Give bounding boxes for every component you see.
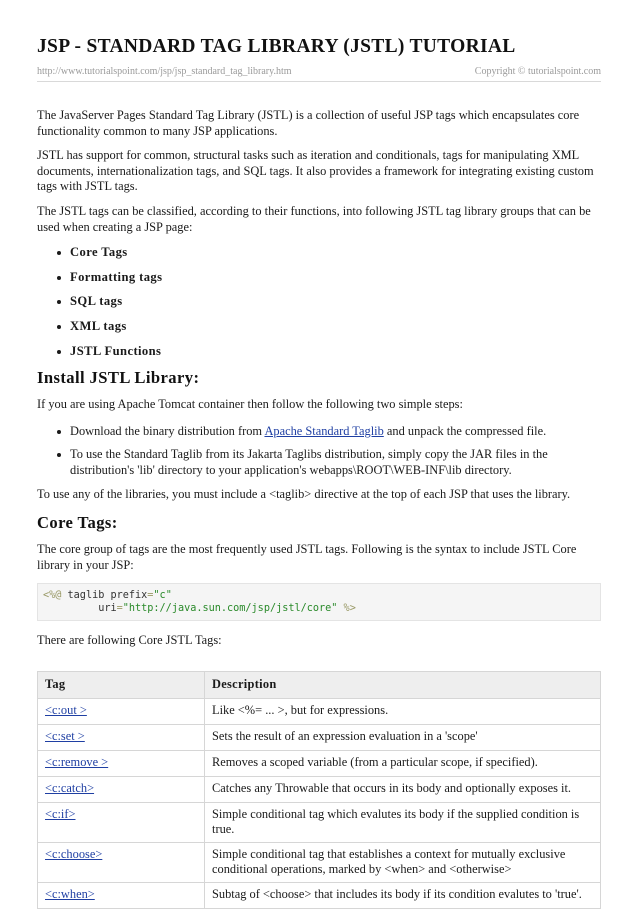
install-after-paragraph: To use any of the libraries, you must include a <taglib> directive at the top of each JSP that uses the library. bbox=[37, 486, 571, 501]
tag-group-item: Formatting tags bbox=[70, 270, 601, 285]
code-block bbox=[37, 583, 601, 621]
tag-cell bbox=[38, 698, 205, 724]
description-cell: Catches any Throwable that occurs in its body and optionally exposes it. bbox=[205, 776, 601, 802]
code-token bbox=[43, 603, 98, 614]
tag-cell bbox=[38, 724, 205, 750]
tag-group-item: XML tags bbox=[70, 319, 601, 334]
step-text: and unpack the compressed file. bbox=[383, 423, 547, 438]
code-token: "c" bbox=[153, 590, 172, 602]
core-tags-table bbox=[37, 671, 601, 909]
table-row bbox=[38, 750, 601, 776]
table-row bbox=[38, 802, 601, 842]
description-cell: Removes a scoped variable (from a particular scope, if specified). bbox=[205, 750, 601, 776]
header-meta bbox=[37, 66, 601, 82]
source-url: http://www.tutorialspoint.com/jsp/jsp_standard_tag_library.htm bbox=[37, 66, 292, 77]
table-row bbox=[38, 776, 601, 802]
tag-link-c-choose[interactable]: <c:choose> bbox=[45, 846, 103, 861]
tag-link-c-if[interactable]: <c:if> bbox=[45, 806, 76, 821]
copyright-notice: Copyright © tutorialspoint.com bbox=[474, 66, 601, 77]
tag-group-item: SQL tags bbox=[70, 294, 601, 309]
tag-link-c-catch[interactable]: <c:catch> bbox=[45, 780, 95, 795]
code-token: <%@ bbox=[43, 590, 62, 602]
code-token: %> bbox=[337, 603, 356, 615]
tag-cell bbox=[38, 802, 205, 842]
tag-link-c-remove[interactable]: <c:remove > bbox=[45, 754, 109, 769]
step-text: Download the binary distribution from bbox=[70, 423, 265, 438]
install-step-1 bbox=[70, 424, 601, 440]
tag-cell bbox=[38, 776, 205, 802]
code-token: uri bbox=[98, 603, 117, 615]
tag-cell bbox=[38, 842, 205, 882]
core-tags-intro: There are following Core JSTL Tags: bbox=[37, 633, 222, 648]
core-tags-heading: Core Tags: bbox=[37, 513, 118, 533]
column-header-tag: Tag bbox=[38, 671, 205, 698]
tag-link-c-when[interactable]: <c:when> bbox=[45, 886, 95, 901]
tag-group-item: JSTL Functions bbox=[70, 344, 601, 359]
table-header-row bbox=[38, 671, 601, 698]
code-token: = bbox=[147, 590, 154, 602]
intro-paragraph-1: The JavaServer Pages Standard Tag Library (JSTL) is a collection of useful JSP tags which encapsulates core functionality common to many JSP applications. bbox=[37, 108, 580, 138]
code-token: taglib prefix bbox=[61, 590, 148, 602]
install-steps-list bbox=[37, 424, 601, 479]
description-cell: Like <%= ... >, but for expressions. bbox=[205, 698, 601, 724]
intro-paragraph-2: JSTL has support for common, structural tasks such as iteration and conditionals, tags for manipulating XML documents, internationalization tags, and SQL tags. It also provides a framework for integrating existing custom tags with JSTL tags. bbox=[37, 148, 594, 194]
table-row bbox=[38, 882, 601, 908]
description-cell: Simple conditional tag that establishes a context for mutually exclusive conditional operations, marked by <when> and <otherwise> bbox=[205, 842, 601, 882]
install-heading: Install JSTL Library: bbox=[37, 368, 200, 388]
code-token: "http://java.sun.com/jsp/jstl/core" bbox=[122, 603, 338, 615]
core-tags-paragraph: The core group of tags are the most frequently used JSTL tags. Following is the syntax to include JSTL Core library in your JSP: bbox=[37, 542, 577, 572]
column-header-description: Description bbox=[205, 671, 601, 698]
tag-link-c-out[interactable]: <c:out > bbox=[45, 702, 87, 717]
description-cell: Simple conditional tag which evalutes its body if the supplied condition is true. bbox=[205, 802, 601, 842]
tag-cell bbox=[38, 882, 205, 908]
table-row bbox=[38, 698, 601, 724]
code-token: = bbox=[116, 603, 123, 615]
tag-cell bbox=[38, 750, 205, 776]
apache-taglib-link[interactable]: Apache Standard Taglib bbox=[264, 423, 384, 438]
table-row bbox=[38, 842, 601, 882]
tag-group-list bbox=[37, 245, 601, 358]
description-cell: Sets the result of an expression evaluation in a 'scope' bbox=[205, 724, 601, 750]
document-page bbox=[37, 36, 601, 909]
tag-group-item: Core Tags bbox=[70, 245, 601, 260]
tag-link-c-set[interactable]: <c:set > bbox=[45, 728, 85, 743]
install-step-2: To use the Standard Taglib from its Jakarta Taglibs distribution, simply copy the JAR files in the distribution's 'lib' directory to your application's webapps\ROOT\WEB-INF\lib directory. bbox=[70, 447, 601, 478]
table-row bbox=[38, 724, 601, 750]
page-title: JSP - STANDARD TAG LIBRARY (JSTL) TUTORIAL bbox=[37, 36, 516, 57]
install-paragraph: If you are using Apache Tomcat container then follow the following two simple steps: bbox=[37, 397, 463, 412]
description-cell: Subtag of <choose> that includes its body if its condition evalutes to 'true'. bbox=[205, 882, 601, 908]
intro-paragraph-3: The JSTL tags can be classified, according to their functions, into following JSTL tag library groups that can be used when creating a JSP page: bbox=[37, 203, 591, 234]
